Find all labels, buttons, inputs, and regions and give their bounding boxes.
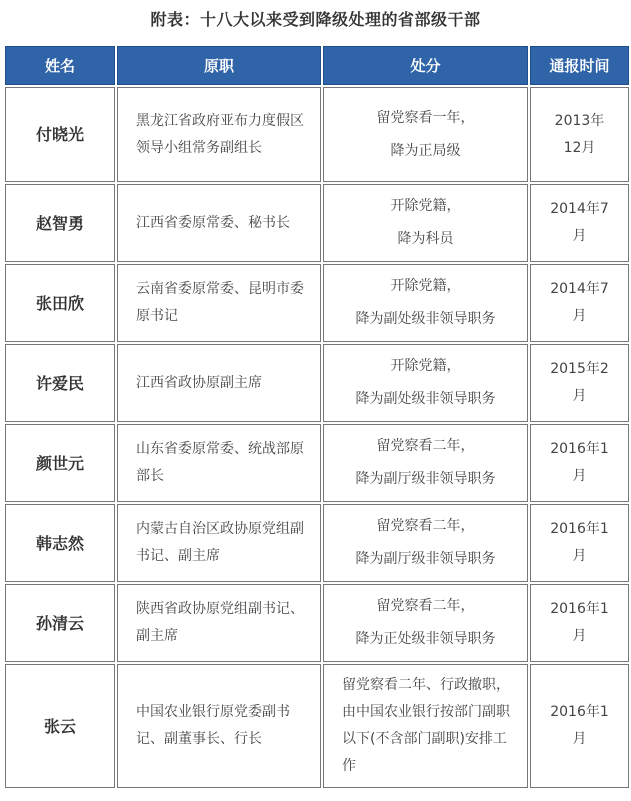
cell-name: 韩志然 [5, 504, 115, 582]
cell-position: 内蒙古自治区政协原党组副书记、副主席 [117, 504, 321, 582]
cell-date: 2013年12月 [530, 87, 629, 182]
penalty-line: 降为科员 [397, 231, 454, 247]
penalty-line: 留党察看二年， [376, 598, 475, 614]
cell-penalty [323, 584, 528, 662]
demotion-table [3, 44, 631, 790]
cell-penalty [323, 87, 528, 182]
cell-date: 2015年2月 [530, 344, 629, 422]
cell-penalty [323, 424, 528, 502]
cell-penalty [323, 504, 528, 582]
cell-date: 2016年1月 [530, 664, 629, 788]
cell-penalty [323, 344, 528, 422]
header-penalty: 处分 [323, 46, 528, 85]
table-row [5, 344, 629, 422]
penalty-line: 留党察看二年， [376, 438, 475, 454]
demotion-table-container [3, 44, 629, 790]
page-title: 附表：十八大以来受到降级处理的省部级干部 [150, 10, 481, 29]
penalty-line: 开除党籍， [390, 278, 461, 294]
cell-date: 2014年7月 [530, 264, 629, 342]
cell-position: 黑龙江省政府亚布力度假区领导小组常务副组长 [117, 87, 321, 182]
penalty-line: 降为正局级 [390, 142, 461, 159]
cell-name: 颜世元 [5, 424, 115, 502]
cell-position: 陕西省政协原党组副书记、副主席 [117, 584, 321, 662]
header-date: 通报时间 [530, 46, 629, 85]
penalty-line: 降为正处级非领导职务 [355, 631, 496, 647]
cell-date: 2016年1月 [530, 584, 629, 662]
penalty-line: 降为副厅级非领导职务 [355, 551, 496, 567]
cell-name: 张田欣 [5, 264, 115, 342]
cell-name: 张云 [5, 664, 115, 788]
cell-name: 许爱民 [5, 344, 115, 422]
penalty-line: 留党察看一年， [376, 109, 475, 126]
cell-name: 赵智勇 [5, 184, 115, 262]
cell-penalty [323, 184, 528, 262]
table-row [5, 664, 629, 788]
penalty-line: 开除党籍， [390, 198, 461, 214]
cell-penalty [323, 664, 528, 788]
cell-position: 江西省委原常委、秘书长 [117, 184, 321, 262]
cell-date: 2014年7月 [530, 184, 629, 262]
penalty-line: 留党察看二年， [376, 518, 475, 534]
cell-position: 中国农业银行原党委副书记、副董事长、行长 [117, 664, 321, 788]
cell-position: 云南省委原常委、昆明市委原书记 [117, 264, 321, 342]
table-row [5, 87, 629, 182]
penalty-line: 降为副厅级非领导职务 [355, 471, 496, 487]
header-position: 原职 [117, 46, 321, 85]
cell-name: 付晓光 [5, 87, 115, 182]
table-row [5, 504, 629, 582]
penalty-line: 降为副处级非领导职务 [355, 391, 496, 407]
cell-date: 2016年1月 [530, 504, 629, 582]
cell-position: 江西省政协原副主席 [117, 344, 321, 422]
cell-penalty [323, 264, 528, 342]
penalty-line: 开除党籍， [390, 358, 461, 374]
table-row [5, 424, 629, 502]
table-row [5, 264, 629, 342]
cell-name: 孙清云 [5, 584, 115, 662]
table-row [5, 584, 629, 662]
cell-position: 山东省委原常委、统战部原部长 [117, 424, 321, 502]
header-name: 姓名 [5, 46, 115, 85]
cell-date: 2016年1月 [530, 424, 629, 502]
penalty-line: 降为副处级非领导职务 [355, 311, 496, 327]
table-row [5, 184, 629, 262]
penalty-line: 留党察看二年、行政撤职，由中国农业银行按部门副职以下(不含部门副职)安排工作 [342, 677, 510, 774]
table-header-row [5, 46, 629, 85]
